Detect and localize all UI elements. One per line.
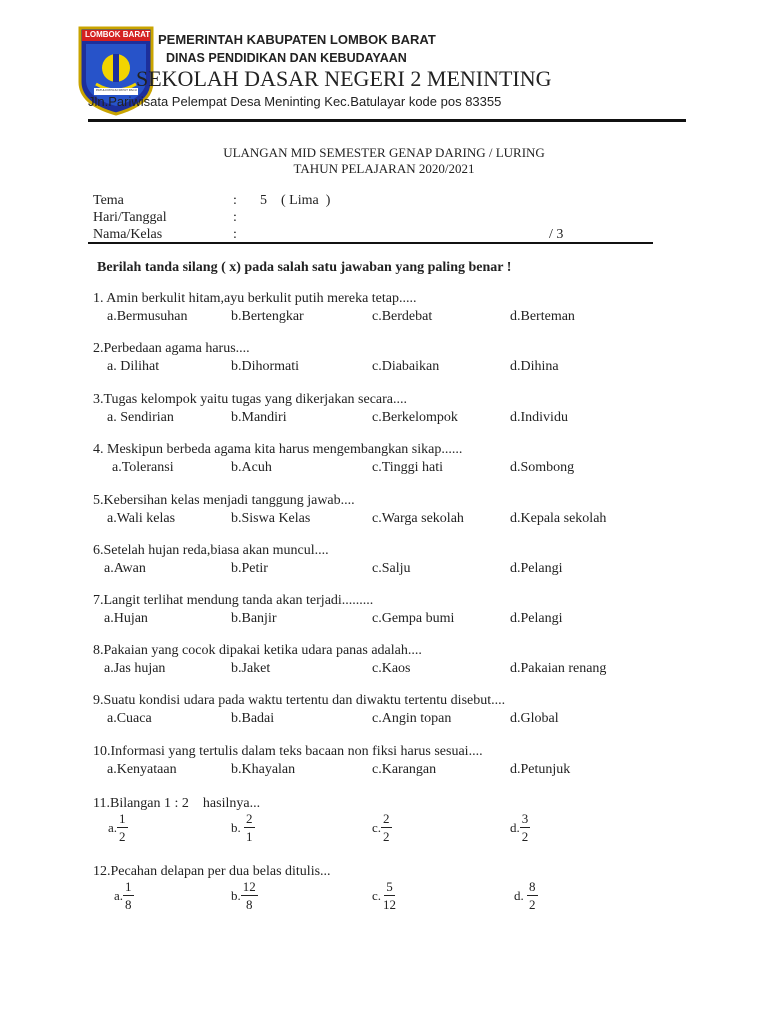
option-1a[interactable]: a.Bermusuhan: [107, 309, 188, 324]
denominator: 2: [383, 829, 390, 844]
header-divider: [88, 119, 686, 122]
option-11d[interactable]: [510, 812, 530, 843]
option-7a[interactable]: a.Hujan: [104, 611, 148, 626]
tema-colon: :: [233, 193, 237, 208]
question-5: 5.Kebersihan kelas menjadi tanggung jawab....: [93, 493, 355, 508]
tema-value: 5 ( Lima ): [260, 193, 331, 208]
option-4c[interactable]: c.Tinggi hati: [372, 460, 444, 475]
fraction: [244, 812, 255, 843]
fraction: [527, 880, 538, 911]
option-7d[interactable]: d.Pelangi: [510, 611, 563, 626]
fraction: [381, 812, 392, 843]
fraction: [381, 880, 398, 911]
logo-banner-text: LOMBOK BARAT: [85, 30, 151, 39]
option-12b[interactable]: [231, 880, 258, 911]
option-10d[interactable]: d.Petunjuk: [510, 762, 571, 777]
question-11: 11.Bilangan 1 : 2 hasilnya...: [93, 796, 261, 811]
option-prefix: d.: [514, 887, 527, 903]
info-divider: [88, 242, 653, 244]
exam-title: ULANGAN MID SEMESTER GENAP DARING / LURING: [223, 145, 545, 160]
question-6: 6.Setelah hujan reda,biasa akan muncul....: [93, 543, 329, 558]
numerator: 5: [386, 879, 393, 894]
question-4: 4. Meskipun berbeda agama kita harus mengembangkan sikap......: [93, 442, 463, 457]
question-9: 9.Suatu kondisi udara pada waktu tertentu dan diwaktu tertentu disebut....: [93, 693, 506, 708]
option-5b[interactable]: b.Siswa Kelas: [231, 511, 311, 526]
option-7b[interactable]: b.Banjir: [231, 611, 277, 626]
option-5a[interactable]: a.Wali kelas: [107, 511, 176, 526]
option-1d[interactable]: d.Berteman: [510, 309, 575, 324]
option-2c[interactable]: c.Diabaikan: [372, 359, 440, 374]
option-9a[interactable]: a.Cuaca: [107, 711, 152, 726]
question-7: 7.Langit terlihat mendung tanda akan terjadi.........: [93, 593, 374, 608]
name-class-label: Nama/Kelas: [93, 227, 163, 242]
denominator: 12: [383, 897, 397, 912]
option-12d[interactable]: [514, 880, 538, 911]
option-6a[interactable]: a.Awan: [104, 561, 146, 576]
option-prefix: d.: [510, 819, 520, 835]
option-9c[interactable]: c.Angin topan: [372, 711, 452, 726]
option-11b[interactable]: [231, 812, 255, 843]
question-12: 12.Pecahan delapan per dua belas ditulis...: [93, 864, 331, 879]
option-10a[interactable]: a.Kenyataan: [107, 762, 177, 777]
option-3b[interactable]: b.Mandiri: [231, 410, 287, 425]
instruction-text: Berilah tanda silang ( x) pada salah satu jawaban yang paling benar !: [97, 260, 512, 275]
option-4a[interactable]: a.Toleransi: [112, 460, 174, 475]
fraction: [117, 812, 128, 843]
denominator: 2: [119, 829, 126, 844]
school-name: SEKOLAH DASAR NEGERI 2 MENINTING: [136, 66, 552, 91]
date-label: Hari/Tanggal: [93, 210, 167, 225]
numerator: 1: [119, 811, 126, 826]
fraction: [520, 812, 531, 843]
option-10b[interactable]: b.Khayalan: [231, 762, 296, 777]
option-6b[interactable]: b.Petir: [231, 561, 268, 576]
option-7c[interactable]: c.Gempa bumi: [372, 611, 455, 626]
option-prefix: b.: [231, 819, 244, 835]
option-prefix: b.: [231, 887, 241, 903]
numerator: 3: [521, 811, 529, 826]
question-2: 2.Perbedaan agama harus....: [93, 341, 250, 356]
denominator: 8: [246, 897, 253, 912]
option-11a[interactable]: [108, 812, 128, 843]
option-3d[interactable]: d.Individu: [510, 410, 568, 425]
date-colon: :: [233, 210, 237, 225]
option-5d[interactable]: d.Kepala sekolah: [510, 511, 607, 526]
option-12a[interactable]: [114, 880, 134, 911]
option-10c[interactable]: c.Karangan: [372, 762, 437, 777]
class-value: / 3: [549, 227, 564, 242]
option-8b[interactable]: b.Jaket: [231, 661, 271, 676]
exam-year: TAHUN PELAJARAN 2020/2021: [293, 161, 475, 176]
option-2b[interactable]: b.Dihormati: [231, 359, 300, 374]
option-4b[interactable]: b.Acuh: [231, 460, 272, 475]
option-4d[interactable]: d.Sombong: [510, 460, 575, 475]
option-8a[interactable]: a.Jas hujan: [104, 661, 166, 676]
numerator: 2: [383, 811, 390, 826]
name-class-colon: :: [233, 227, 237, 242]
fraction: [241, 880, 258, 911]
option-12c[interactable]: [372, 880, 398, 911]
option-5c[interactable]: c.Warga sekolah: [372, 511, 464, 526]
option-prefix: c.: [372, 887, 382, 903]
school-address: Jln.Pariwisata Pelempat Desa Meninting Kec.Batulayar kode pos 83355: [88, 94, 502, 109]
tema-label: Tema: [93, 193, 124, 208]
question-10: 10.Informasi yang tertulis dalam teks bacaan non fiksi harus sesuai....: [93, 744, 483, 759]
option-6d[interactable]: d.Pelangi: [510, 561, 563, 576]
option-prefix: a.: [114, 887, 124, 903]
denominator: 1: [246, 829, 253, 844]
option-2d[interactable]: d.Dihina: [510, 359, 559, 374]
denominator: 2: [521, 829, 529, 844]
option-prefix: a.: [108, 819, 118, 835]
question-8: 8.Pakaian yang cocok dipakai ketika udara panas adalah....: [93, 643, 422, 658]
option-1b[interactable]: b.Bertengkar: [231, 309, 304, 324]
numerator: 12: [242, 879, 256, 894]
question-1: 1. Amin berkulit hitam,ayu berkulit putih mereka tetap.....: [93, 291, 417, 306]
numerator: 2: [246, 811, 253, 826]
option-1c[interactable]: c.Berdebat: [372, 309, 433, 324]
option-3c[interactable]: c.Berkelompok: [372, 410, 458, 425]
numerator: 8: [529, 879, 536, 894]
logo-motto-text: PATUH PATUJU PATUT PACU: [96, 88, 137, 92]
option-9b[interactable]: b.Badai: [231, 711, 275, 726]
option-6c[interactable]: c.Salju: [372, 561, 411, 576]
option-2a[interactable]: a. Dilihat: [107, 359, 160, 374]
question-3: 3.Tugas kelompok yaitu tugas yang dikerjakan secara....: [93, 392, 408, 407]
denominator: 8: [125, 897, 132, 912]
denominator: 2: [529, 897, 536, 912]
option-8c[interactable]: c.Kaos: [372, 661, 411, 676]
department-heading: DINAS PENDIDIKAN DAN KEBUDAYAAN: [166, 51, 407, 65]
option-11c[interactable]: [372, 812, 392, 843]
government-heading: PEMERINTAH KABUPATEN LOMBOK BARAT: [158, 32, 436, 47]
option-8d[interactable]: d.Pakaian renang: [510, 661, 607, 676]
fraction: [123, 880, 134, 911]
option-9d[interactable]: d.Global: [510, 711, 559, 726]
option-prefix: c.: [372, 819, 382, 835]
numerator: 1: [125, 879, 132, 894]
option-3a[interactable]: a. Sendirian: [107, 410, 174, 425]
